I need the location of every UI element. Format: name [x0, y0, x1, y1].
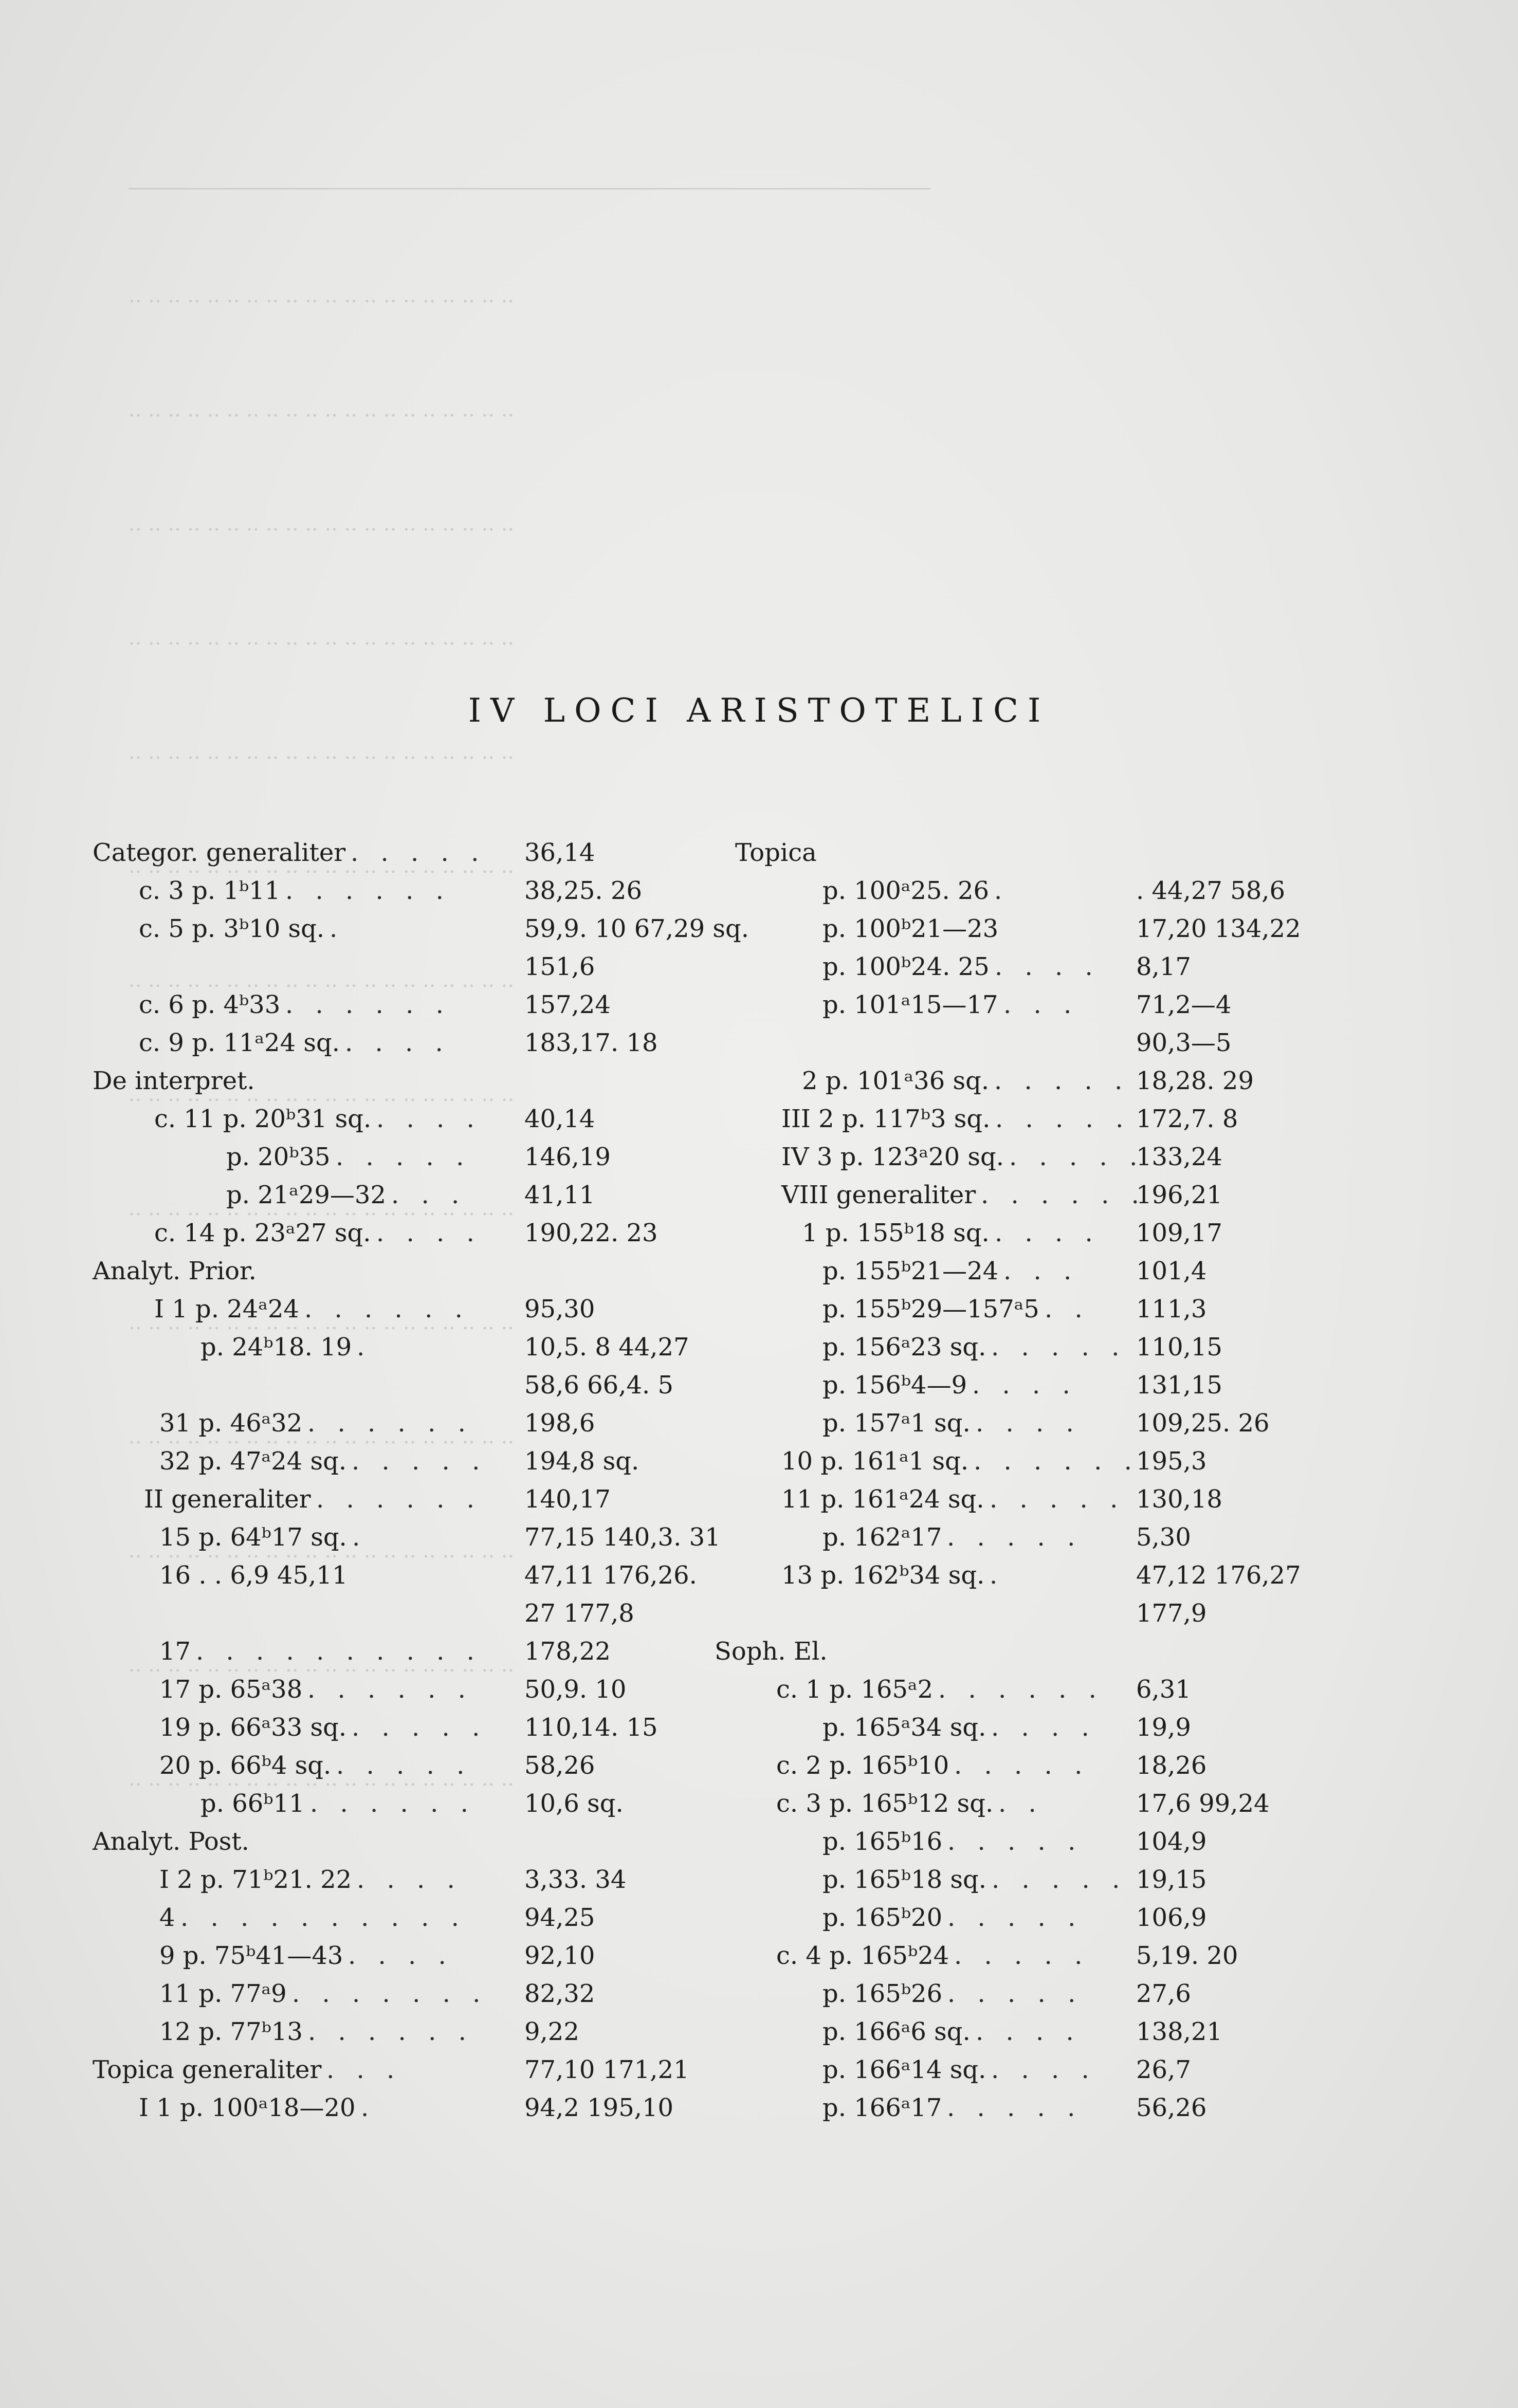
- page-line-reference: 110,15: [1136, 1333, 1222, 1362]
- entry-reference: p. 66ᵇ11: [200, 1789, 305, 1818]
- dot-leader: . . . . .: [947, 1523, 1083, 1552]
- dot-leader: . . . . .: [351, 838, 486, 867]
- entry-reference: 17: [159, 1637, 191, 1666]
- entry-reference: 13 p. 162ᵇ34 sq.: [781, 1561, 985, 1590]
- page-line-reference: 19,15: [1136, 1865, 1207, 1894]
- index-entry: [93, 1290, 699, 1328]
- dot-leader: . . . . .: [947, 1903, 1083, 1932]
- dot-leader: .: [330, 914, 345, 943]
- entry-reference: 20 p. 66ᵇ4 sq.: [159, 1751, 332, 1780]
- index-entry: [715, 1062, 1306, 1100]
- dot-leader: . . . . . . . . . .: [180, 1903, 466, 1932]
- entry-reference: p. 20ᵇ35: [226, 1143, 331, 1171]
- entry-reference: Analyt. Post.: [93, 1827, 249, 1856]
- entry-reference: p. 155ᵇ21—24: [822, 1257, 999, 1285]
- dot-leader: . . . . . .: [981, 1181, 1146, 1209]
- index-entry: [715, 1442, 1306, 1480]
- index-entry: [93, 948, 699, 986]
- entry-reference: p. 165ᵇ18 sq.: [822, 1865, 987, 1894]
- entry-reference: p. 24ᵇ18. 19: [200, 1333, 352, 1362]
- page-line-reference: 77,10 171,21: [524, 2055, 689, 2084]
- entry-reference: IV 3 p. 123ᵃ20 sq.: [781, 1143, 1004, 1171]
- dot-leader: . . . . .: [995, 1105, 1131, 1133]
- page-line-reference: 110,14. 15: [524, 1713, 658, 1742]
- dot-leader: . . . . . . .: [292, 1979, 488, 2008]
- page-line-reference: 131,15: [1136, 1371, 1222, 1400]
- entry-reference: c. 1 p. 165ᵃ2: [776, 1675, 934, 1704]
- dot-leader: . .: [998, 1789, 1044, 1818]
- page-line-reference: 82,32: [524, 1979, 595, 2008]
- entry-reference: p. 162ᵃ17: [822, 1523, 942, 1552]
- page-line-reference: 9,22: [524, 2017, 579, 2046]
- page-line-reference: 41,11: [524, 1181, 595, 1209]
- dot-leader: . . . . .: [1009, 1143, 1145, 1171]
- page-line-reference: 6,31: [1136, 1675, 1191, 1704]
- index-entry: [715, 1708, 1306, 1747]
- dot-leader: .: [361, 2093, 376, 2122]
- entry-reference: Analyt. Prior.: [93, 1257, 257, 1285]
- page-line-reference: 90,3—5: [1136, 1028, 1232, 1057]
- entry-reference: 2 p. 101ᵃ36 sq.: [802, 1067, 990, 1095]
- page-line-reference: 94,2 195,10: [524, 2093, 674, 2122]
- dot-leader: . . . .: [976, 2017, 1081, 2046]
- index-entry: [715, 872, 1306, 910]
- index-entry: [715, 1214, 1306, 1252]
- entry-reference: Categor. generaliter: [93, 838, 346, 867]
- entry-reference: Soph. El.: [715, 1637, 828, 1666]
- section-title: IV LOCI ARISTOTELICI: [468, 692, 1050, 730]
- entry-reference: I 1 p. 24ᵃ24: [154, 1295, 299, 1324]
- page-line-reference: 130,18: [1136, 1485, 1222, 1514]
- entry-reference: I 2 p. 71ᵇ21. 22: [159, 1865, 352, 1894]
- dot-leader: . . . . .: [947, 2093, 1083, 2122]
- entry-reference: p. 100ᵇ21—23: [822, 914, 999, 943]
- index-entry: [715, 2013, 1306, 2051]
- entry-reference: p. 157ᵃ1 sq.: [822, 1409, 971, 1438]
- dot-leader: . . . . .: [990, 1485, 1125, 1514]
- dot-leader: . . . . .: [994, 1067, 1130, 1095]
- dot-leader: .: [990, 1561, 1005, 1590]
- dot-leader: . . . . . . . . . .: [196, 1637, 482, 1666]
- index-entry: [93, 1747, 699, 1785]
- page-line-reference: 10,6 sq.: [524, 1789, 624, 1818]
- dot-leader: . . . . .: [336, 1751, 472, 1780]
- entry-reference: 4: [159, 1903, 175, 1932]
- entry-reference: I 1 p. 100ᵃ18—20: [139, 2093, 356, 2122]
- index-entry: [93, 1062, 699, 1100]
- page-line-reference: 17,6 99,24: [1136, 1789, 1270, 1818]
- entry-reference: 1 p. 155ᵇ18 sq.: [802, 1219, 990, 1247]
- entry-reference: Topica: [735, 838, 817, 867]
- page-line-reference: 190,22. 23: [524, 1219, 658, 1247]
- index-entry: [93, 1480, 699, 1518]
- index-entry: [93, 1975, 699, 2013]
- page-line-reference: 104,9: [1136, 1827, 1207, 1856]
- index-entry: [93, 1176, 699, 1214]
- page-line-reference: 138,21: [1136, 2017, 1222, 2046]
- page-line-reference: 194,8 sq.: [524, 1447, 639, 1476]
- dot-leader: . . . .: [995, 952, 1100, 981]
- index-entry: [715, 1670, 1306, 1708]
- entry-reference: c. 5 p. 3ᵇ10 sq.: [139, 914, 325, 943]
- page-line-reference: 50,9. 10: [524, 1675, 627, 1704]
- page-line-reference: 109,17: [1136, 1219, 1222, 1247]
- index-entry: [715, 1252, 1306, 1290]
- index-column-left: [93, 834, 749, 2127]
- page-line-reference: 5,30: [1136, 1523, 1191, 1552]
- index-entry: [715, 1480, 1306, 1518]
- page-line-reference: 47,11 176,26.: [524, 1561, 697, 1590]
- page-line-reference: 92,10: [524, 1941, 595, 1970]
- entry-reference: c. 11 p. 20ᵇ31 sq.: [154, 1105, 372, 1133]
- index-entry: [93, 1823, 699, 1861]
- page-line-reference: 8,17: [1136, 952, 1191, 981]
- entry-reference: 12 p. 77ᵇ13: [159, 2017, 303, 2046]
- dot-leader: . . . . .: [352, 1447, 487, 1476]
- entry-reference: 11 p. 77ᵃ9: [159, 1979, 287, 2008]
- entry-reference: 9 p. 75ᵇ41—43: [159, 1941, 343, 1970]
- page-line-reference: 94,25: [524, 1903, 595, 1932]
- index-entry: [715, 910, 1306, 948]
- entry-reference: p. 165ᵇ16: [822, 1827, 943, 1856]
- index-entry: [93, 1785, 699, 1823]
- entry-reference: p. 165ᵃ34 sq.: [822, 1713, 986, 1742]
- index-entry: [93, 1632, 699, 1670]
- page-line-reference: 58,26: [524, 1751, 595, 1780]
- dot-leader: .: [352, 1523, 368, 1552]
- page-line-reference: 18,26: [1136, 1751, 1207, 1780]
- dot-leader: . . . . . .: [308, 2017, 473, 2046]
- index-entry: [715, 1937, 1306, 1975]
- entry-reference: p. 21ᵃ29—32: [226, 1181, 386, 1209]
- entry-reference: 11 p. 161ᵃ24 sq.: [781, 1485, 984, 1514]
- dot-leader: . . . . .: [954, 1941, 1090, 1970]
- entry-reference: p. 100ᵃ25. 26: [822, 876, 990, 905]
- dot-leader: . . . . . .: [307, 1409, 473, 1438]
- dot-leader: . . . . . .: [316, 1485, 482, 1514]
- dot-leader: . . . .: [345, 1028, 450, 1057]
- page-line-reference: 106,9: [1136, 1903, 1207, 1932]
- index-entry: [93, 2051, 699, 2089]
- index-entry: [715, 1747, 1306, 1785]
- index-entry: [93, 910, 749, 948]
- index-entry: [715, 834, 1306, 872]
- dot-leader: . . . . .: [352, 1713, 487, 1742]
- index-entry: [93, 1404, 699, 1442]
- dot-leader: . . . . .: [947, 1979, 1083, 2008]
- dot-leader: . . . .: [348, 1941, 453, 1970]
- page-line-reference: 71,2—4: [1136, 990, 1232, 1019]
- index-entry: [715, 1556, 1306, 1594]
- index-entry: [93, 1556, 699, 1594]
- index-entry: [93, 1138, 699, 1176]
- dot-leader: . . . .: [357, 1865, 462, 1894]
- page-line-reference: 101,4: [1136, 1257, 1207, 1285]
- dot-leader: . . . . . .: [285, 876, 451, 905]
- entry-reference: p. 100ᵇ24. 25: [822, 952, 990, 981]
- entry-reference: c. 14 p. 23ᵃ27 sq.: [154, 1219, 371, 1247]
- page-line-reference: 195,3: [1136, 1447, 1207, 1476]
- dot-leader: . . . . .: [954, 1751, 1090, 1780]
- entry-reference: 31 p. 46ᵃ32: [159, 1409, 303, 1438]
- page-line-reference: 146,19: [524, 1143, 611, 1171]
- index-entry: [93, 1670, 699, 1708]
- page-line-reference: 18,28. 29: [1136, 1067, 1254, 1095]
- page-line-reference: 95,30: [524, 1295, 595, 1324]
- entry-reference: p. 101ᵃ15—17: [822, 990, 998, 1019]
- entry-reference: III 2 p. 117ᵇ3 sq.: [781, 1105, 991, 1133]
- index-entry: [715, 1100, 1306, 1138]
- page-line-reference: 151,6: [524, 952, 595, 981]
- index-entry: [93, 1708, 699, 1747]
- page-line-reference: 36,14: [524, 838, 595, 867]
- dot-leader: . . . . . .: [307, 1675, 473, 1704]
- dot-leader: . . . .: [376, 1105, 482, 1133]
- entry-reference: c. 9 p. 11ᵃ24 sq.: [139, 1028, 340, 1057]
- page-line-reference: 56,26: [1136, 2093, 1207, 2122]
- index-entry: [93, 2013, 699, 2051]
- page-line-reference: 27 177,8: [524, 1599, 634, 1628]
- page-line-reference: 177,9: [1136, 1599, 1207, 1628]
- page-line-reference: 111,3: [1136, 1295, 1207, 1324]
- index-column-right: [715, 834, 1306, 2127]
- index-entry: [715, 1328, 1306, 1366]
- index-entry: [715, 1861, 1306, 1899]
- entry-reference: c. 2 p. 165ᵇ10: [776, 1751, 949, 1780]
- index-entry: [715, 1176, 1306, 1214]
- entry-reference: p. 156ᵃ23 sq.: [822, 1333, 986, 1362]
- page-line-reference: 183,17. 18: [524, 1028, 658, 1057]
- dot-leader: . . .: [1003, 990, 1079, 1019]
- index-entry: [715, 1785, 1306, 1823]
- dot-leader: . . . .: [976, 1409, 1081, 1438]
- page-line-reference: 47,12 176,27: [1136, 1561, 1301, 1590]
- entry-reference: c. 4 p. 165ᵇ24: [776, 1941, 949, 1970]
- page-line-reference: 59,9. 10 67,29 sq.: [524, 914, 749, 943]
- page-line-reference: . 44,27 58,6: [1136, 876, 1286, 905]
- dot-leader: . . . . . .: [304, 1295, 470, 1324]
- index-entry: [715, 986, 1306, 1024]
- index-entry: [93, 1594, 699, 1632]
- entry-reference: 15 p. 64ᵇ17 sq.: [159, 1523, 347, 1552]
- index-entry: [715, 2089, 1306, 2127]
- page-line-reference: 17,20 134,22: [1136, 914, 1301, 943]
- page-line-reference: 58,6 66,4. 5: [524, 1371, 674, 1400]
- index-entry: [93, 1100, 699, 1138]
- page-line-reference: 172,7. 8: [1136, 1105, 1238, 1133]
- entry-reference: 32 p. 47ᵃ24 sq.: [159, 1447, 347, 1476]
- dot-leader: .: [994, 876, 1010, 905]
- index-entry: [93, 872, 699, 910]
- entry-reference: II generaliter: [144, 1485, 311, 1514]
- index-entry: [93, 986, 699, 1024]
- entry-reference: 19 p. 66ᵃ33 sq.: [159, 1713, 347, 1742]
- index-entry: [93, 1518, 721, 1556]
- dot-leader: . . . . . .: [974, 1447, 1139, 1476]
- bleed-through-texture: ――――――――――――――――――――――――――――――――――――――― ·· ·· ·· ·· ·· ·· ·· ·· ·· ·· ·· ·· ·· ·· ·· ·· ·· ·· ·· ·· ·· ·· ·· ·· ·· ·· ·· ·· ·· ·· ·· ·· ·· ·· ·· ·· ·· ·· ·· ·· ·· ·· ·· ·· ·· ·· ·· ·· ·· ·· ·· ·· ·· ·· ·· ·· ·· ·· ·· ·· ·· ·· ·· ·· ·· ·· ·· ·· ·· ·· ·· ·· ·· ·· ·· ·· ·· ·· ·· ·· ·· ·· ·· ·· ·· ·· ·· ·· ·· ·· ·· ·· ·· ·· ·· ·· ·· ·· ·· ·· ·· ·· ·· ·· ·· ·· ·· ·· ·· ·· ·· ·· ·· ·· ·· ·· ·· ·· ·· ·· ·· ·· ·· ·· ·· ·· ·· ·· ·· ·· ·· ·· ·· ·· ·· ·· ·· ·· ·· ·· ·· ·· ·· ·· ·· ·· ·· ·· ·· ·· ·· ·· ·· ·· ·· ·· ·· ·· ·· ·· ·· ·· ·· ·· ·· ·· ·· ·· ·· ·· ·· ·· ·· ·· ·· ·· ·· ·· ·· ·· ·· ·· ·· ·· ·· ·· ·· ·· ·· ·· ·· ·· ·· ·· ·· ·· ·· ·· ·· ·· ·· ·· ·· ·· ·· ·· ·· ·· ·· ·· ·· ·· ·· ·· ·· ·· ·· ·· ·· ·· ·· ·· ·· ·· ·· ·· ·· ·· ·· ·· ·· ·· ·· ·· ·· ·· ·· ·· ·· ·· ·· ·· ·· ·· ·· ·· ·· ·· ·· ·· ·· ·· ·· ·· ·· ·· ·· ·· ·· ·· ·· ·· ·· ·· ·· ·· ·· ·· ·· ·· ·· ·· ·· ·· ·· ·· ·· ·· ·· ··: [129, 176, 930, 1797]
- index-entry: [93, 834, 699, 872]
- page-line-reference: 109,25. 26: [1136, 1409, 1270, 1438]
- dot-leader: . . . . . .: [285, 990, 451, 1019]
- page-line-reference: 196,21: [1136, 1181, 1222, 1209]
- index-entry: [715, 1632, 1306, 1670]
- dot-leader: . . . .: [995, 1219, 1100, 1247]
- index-entry: [93, 1861, 699, 1899]
- dot-leader: . . . .: [991, 1713, 1096, 1742]
- entry-reference: 10 p. 161ᵃ1 sq.: [781, 1447, 969, 1476]
- dot-leader: .: [357, 1333, 372, 1362]
- index-entry: [715, 948, 1306, 986]
- dot-leader: . . .: [1003, 1257, 1079, 1285]
- entry-reference: p. 165ᵇ20: [822, 1903, 943, 1932]
- entry-reference: c. 6 p. 4ᵇ33: [139, 990, 281, 1019]
- entry-reference: p. 156ᵇ4—9: [822, 1371, 967, 1400]
- page-line-reference: 140,17: [524, 1485, 611, 1514]
- dot-leader: . . .: [326, 2055, 402, 2084]
- dot-leader: . . . .: [991, 2055, 1096, 2084]
- index-entry: [715, 1366, 1306, 1404]
- index-entry: [93, 1937, 699, 1975]
- page-line-reference: 26,7: [1136, 2055, 1191, 2084]
- page-line-reference: 5,19. 20: [1136, 1941, 1238, 1970]
- page-line-reference: 3,33. 34: [524, 1865, 627, 1894]
- page-line-reference: 19,9: [1136, 1713, 1191, 1742]
- index-entry: [715, 2051, 1306, 2089]
- dot-leader: . . . . .: [991, 1333, 1127, 1362]
- index-entry: [93, 2089, 699, 2127]
- entry-reference: p. 165ᵇ26: [822, 1979, 943, 2008]
- entry-reference: VIII generaliter: [781, 1181, 976, 1209]
- dot-leader: . . . . .: [947, 1827, 1083, 1856]
- index-entry: [715, 1823, 1306, 1861]
- entry-reference: p. 155ᵇ29—157ᵃ5: [822, 1295, 1039, 1324]
- page-line-reference: 27,6: [1136, 1979, 1191, 2008]
- entry-reference: Topica generaliter: [93, 2055, 322, 2084]
- entry-reference: p. 166ᵃ6 sq.: [822, 2017, 971, 2046]
- page-line-reference: 10,5. 8 44,27: [524, 1333, 689, 1362]
- index-entry: [715, 1975, 1306, 2013]
- dot-leader: . . . .: [376, 1219, 482, 1247]
- index-entry: [715, 1594, 1306, 1632]
- index-entry: [93, 1328, 699, 1366]
- index-entry: [715, 1518, 1306, 1556]
- dot-leader: . . . . .: [992, 1865, 1127, 1894]
- entry-reference: 17 p. 65ᵃ38: [159, 1675, 303, 1704]
- dot-leader: . . . . . .: [938, 1675, 1104, 1704]
- index-entry: [93, 1442, 699, 1480]
- index-entry: [715, 1290, 1306, 1328]
- entry-reference: c. 3 p. 165ᵇ12 sq.: [776, 1789, 994, 1818]
- dot-leader: . . . . . .: [310, 1789, 475, 1818]
- index-entry: [93, 1024, 699, 1062]
- entry-reference: De interpret.: [93, 1067, 255, 1095]
- page-line-reference: 133,24: [1136, 1143, 1222, 1171]
- dot-leader: . . . . .: [336, 1143, 471, 1171]
- index-entry: [715, 1024, 1306, 1062]
- index-entry: [715, 1138, 1306, 1176]
- entry-reference: p. 166ᵃ14 sq.: [822, 2055, 986, 2084]
- page-line-reference: 178,22: [524, 1637, 611, 1666]
- dot-leader: . . . .: [972, 1371, 1077, 1400]
- index-entry: [93, 1252, 699, 1290]
- page-line-reference: 198,6: [524, 1409, 595, 1438]
- page-line-reference: 40,14: [524, 1105, 595, 1133]
- page-line-reference: 38,25. 26: [524, 876, 643, 905]
- index-entry: [93, 1899, 699, 1937]
- entry-reference: 16 . . 6,9 45,11: [159, 1561, 348, 1590]
- index-entry: [93, 1366, 699, 1404]
- dot-leader: . . .: [391, 1181, 467, 1209]
- index-entry: [715, 1899, 1306, 1937]
- page-line-reference: 157,24: [524, 990, 611, 1019]
- entry-reference: p. 166ᵃ17: [822, 2093, 942, 2122]
- page-line-reference: 77,15 140,3. 31: [524, 1523, 721, 1552]
- dot-leader: . .: [1045, 1295, 1090, 1324]
- index-entry: [93, 1214, 699, 1252]
- index-entry: [715, 1404, 1306, 1442]
- entry-reference: c. 3 p. 1ᵇ11: [139, 876, 281, 905]
